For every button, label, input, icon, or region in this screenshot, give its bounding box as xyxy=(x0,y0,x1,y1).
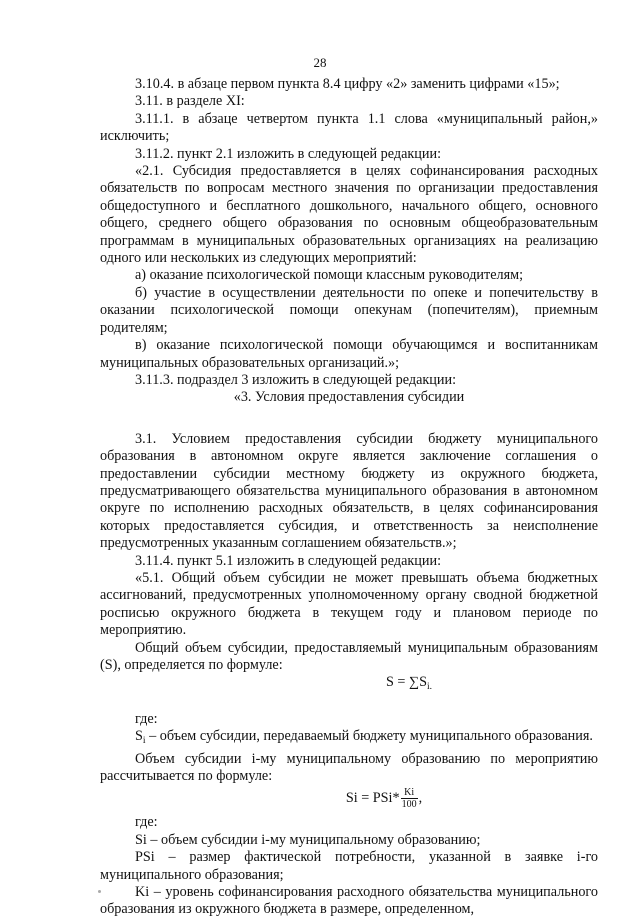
formula-total-lhs: S = ∑S xyxy=(385,674,427,691)
si-definition-text: – объем субсидии, передаваемый бюджету муниципального образования. xyxy=(145,728,593,745)
blank-line xyxy=(100,407,598,431)
si-variable: S xyxy=(135,728,143,745)
formula-share xyxy=(170,787,598,810)
paragraph: Объем субсидии i-му муниципальному образованию по мероприятию рассчитывается по формуле: xyxy=(100,750,598,785)
paragraph: 3.11.4. пункт 5.1 изложить в следующей редакции: xyxy=(135,552,442,569)
paragraph: где: xyxy=(135,710,158,727)
fraction-numerator: Ki xyxy=(401,787,418,799)
paragraph: б) участие в осуществлении деятельности по опеке и попечительству в оказании психологической помощи опекунам (попечителям), приемным родителям; xyxy=(100,284,598,336)
document-body xyxy=(100,76,598,919)
paragraph: 3.10.4. в абзаце первом пункта 8.4 цифру «2» заменить цифрами «15»; xyxy=(135,76,560,92)
paragraph: 3.11.3. подраздел 3 изложить в следующей редакции: xyxy=(135,371,457,388)
paragraph: в) оказание психологической помощи обучающимся и воспитанникам муниципальных образовательных организаций.»; xyxy=(100,337,598,371)
section-heading: «3. Условия предоставления субсидии xyxy=(233,389,465,406)
paragraph: а) оказание психологической помощи классным руководителям; xyxy=(135,267,524,284)
scan-dot xyxy=(98,890,101,893)
fraction-denominator: 100 xyxy=(401,799,417,811)
paragraph: Общий объем субсидии, предоставляемый муниципальным образованиям (S), определяется по формуле: xyxy=(100,639,598,673)
blank-line xyxy=(100,697,598,711)
paragraph: где: xyxy=(135,814,158,831)
si-variable-sub: i xyxy=(142,736,146,747)
paragraph: PSi – размер фактической потребности, указанной в заявке i-го муниципального образования; xyxy=(100,849,598,883)
page-number: 28 xyxy=(313,55,327,70)
formula-share-lhs: Si = PSi* xyxy=(345,790,400,807)
formula-total-sub: i. xyxy=(426,682,432,693)
formula-share-fraction xyxy=(401,787,418,810)
paragraph: 3.11.2. пункт 2.1 изложить в следующей редакции: xyxy=(135,145,442,162)
paragraph: Ki – уровень софинансирования расходного обязательства муниципального образования из окружного бюджета в размере, определенном, xyxy=(100,884,598,918)
paragraph-si-definition xyxy=(100,728,598,750)
paragraph: Si – объем субсидии i-му муниципальному образованию; xyxy=(135,831,481,848)
paragraph: 3.11. в разделе XI: xyxy=(135,93,245,110)
paragraph: «2.1. Субсидия предоставляется в целях софинансирования расходных обязательств по вопросам местного значения по организации предоставления общедоступного и бесплатного дошкольного, начального общего, основного общего, среднего общего образования по основным общеобразовательным программам в муниципальных образовательных организациях на реализацию одного или нескольких из следующих мероприятий: xyxy=(100,163,598,267)
formula-share-rhs: , xyxy=(418,790,423,807)
paragraph: 3.11.1. в абзаце четвертом пункта 1.1 слова «муниципальный район,» исключить; xyxy=(100,110,598,145)
formula-total xyxy=(220,674,598,696)
paragraph: 3.1. Условием предоставления субсидии бюджету муниципального образования в автономном округе является заключение соглашения о предоставлении субсидии местному бюджету из окружного бюджета, предусматривающего обязательства муниципального образования в автономном округе по исполнению расходных обязательств, в целях софинансирования которых предоставляется субсидия, и ответственность за неисполнение предусмотренных указанным соглашением обязательств.»; xyxy=(100,430,598,552)
paragraph: «5.1. Общий объем субсидии не может превышать объема бюджетных ассигнований, предусмотренных уполномоченному органу сводной бюджетной росписью окружного бюджета в текущем году и плановом периоде по мероприятию. xyxy=(100,569,598,639)
